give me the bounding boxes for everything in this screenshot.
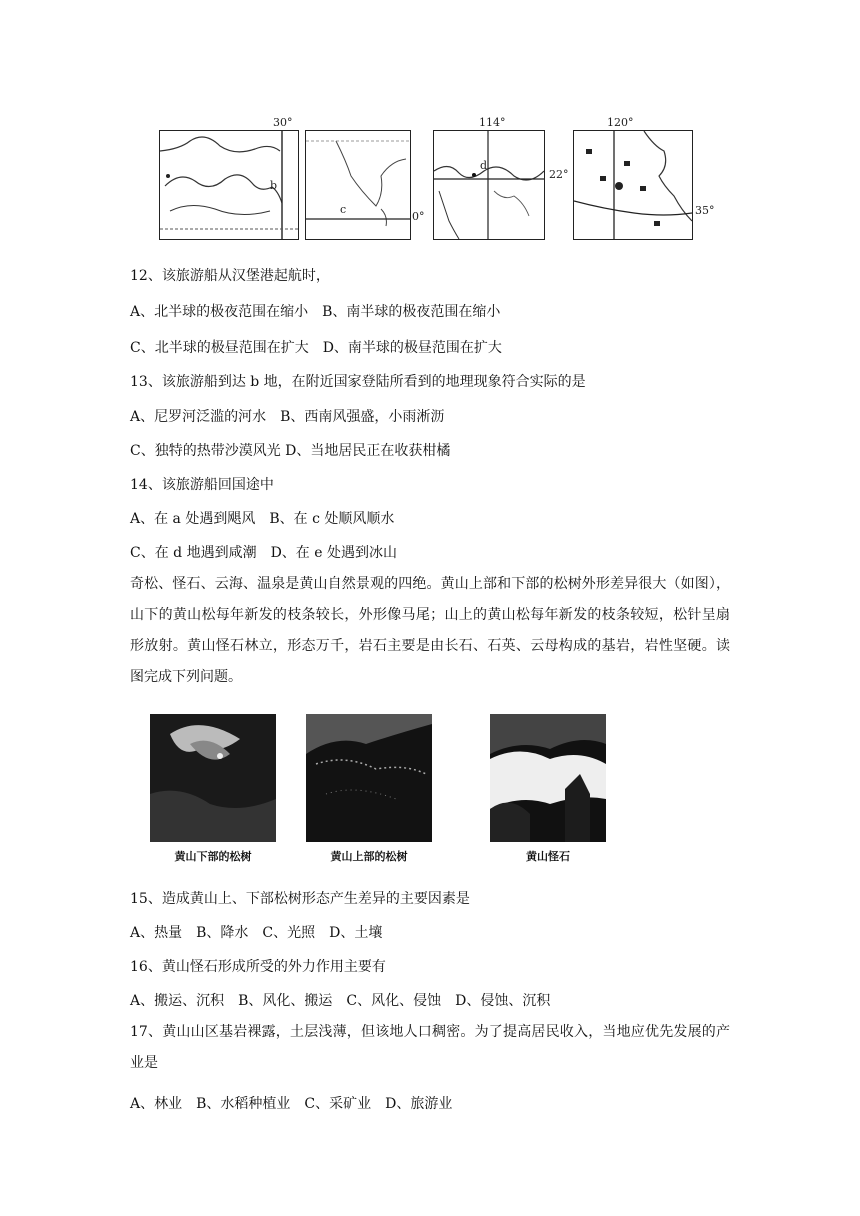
route-maps [155, 112, 715, 247]
q12-stem: 12、该旅游船从汉堡港起航时， [130, 268, 330, 284]
photo-strange-rock [490, 714, 606, 842]
photo-strange-rock-drawing [490, 714, 606, 842]
map-east-china [573, 130, 693, 240]
q17-stem: 17、黄山山区基岩裸露，土层浅薄，但该地人口稠密。为了提高居民收入，当地应优先发展的产业是 [130, 1024, 730, 1071]
q16-stem: 16、黄山怪石形成所受的外力作用主要有 [130, 959, 386, 975]
map-mediterranean-drawing [160, 131, 298, 239]
q12-options-2: C、北半球的极昼范围在扩大 D、南半球的极昼范围在扩大 [130, 340, 502, 356]
degree-35: 35° [695, 204, 715, 217]
photo-lower-pine-drawing [150, 714, 276, 842]
photo-upper-pine-drawing [306, 714, 432, 842]
degree-0: 0° [412, 210, 425, 223]
degree-114: 114° [479, 116, 506, 129]
map-east-china-drawing [574, 131, 692, 239]
label-d: d [480, 159, 488, 172]
passage-huangshan: 奇松、怪石、云海、温泉是黄山自然景观的四绝。黄山上部和下部的松树外形差异很大（如图），山下的黄山松每年新发的枝条较长，外形像马尾；山上的黄山松每年新发的枝条较短，松针呈扇形放射。黄山怪石林立，形态万千，岩石主要是由长石、石英、云母构成的基岩，岩性坚硬。读图完成下列问题。 [130, 576, 730, 685]
degree-30: 30° [273, 116, 293, 129]
q14-stem: 14、该旅游船回国途中 [130, 477, 274, 493]
label-b: b [270, 179, 278, 192]
degree-120: 120° [607, 116, 634, 129]
q13-options-2: C、独特的热带沙漠风光 D、当地居民正在收获柑橘 [130, 443, 451, 459]
q13-options-1: A、尼罗河泛滥的河水 B、西南风强盛，小雨淅沥 [130, 409, 445, 425]
map-indian-ocean [305, 130, 411, 240]
q16-options: A、搬运、沉积 B、风化、搬运 C、风化、侵蚀 D、侵蚀、沉积 [130, 993, 551, 1009]
map-mediterranean [159, 130, 299, 240]
q12-options-1: A、北半球的极夜范围在缩小 B、南半球的极夜范围在缩小 [130, 304, 501, 320]
q14-options-2: C、在 d 地遇到咸潮 D、在 e 处遇到冰山 [130, 545, 397, 561]
caption-upper-pine: 黄山上部的松树 [330, 850, 408, 863]
q17-options: A、林业 B、水稻种植业 C、采矿业 D、旅游业 [130, 1096, 453, 1112]
caption-lower-pine: 黄山下部的松树 [174, 850, 252, 863]
q13-stem: 13、该旅游船到达 b 地，在附近国家登陆所看到的地理现象符合实际的是 [130, 374, 586, 390]
q15-options: A、热量 B、降水 C、光照 D、土壤 [130, 925, 383, 941]
map-south-china-drawing [434, 131, 544, 239]
label-c: c [340, 203, 347, 216]
photo-lower-pine [150, 714, 276, 842]
map-indian-ocean-drawing [306, 131, 410, 239]
map-south-china [433, 130, 545, 240]
degree-22: 22° [549, 168, 569, 181]
q15-stem: 15、造成黄山上、下部松树形态产生差异的主要因素是 [130, 891, 470, 907]
photo-upper-pine [306, 714, 432, 842]
q14-options-1: A、在 a 处遇到飓风 B、在 c 处顺风顺水 [130, 511, 395, 527]
caption-strange-rock: 黄山怪石 [526, 850, 570, 863]
